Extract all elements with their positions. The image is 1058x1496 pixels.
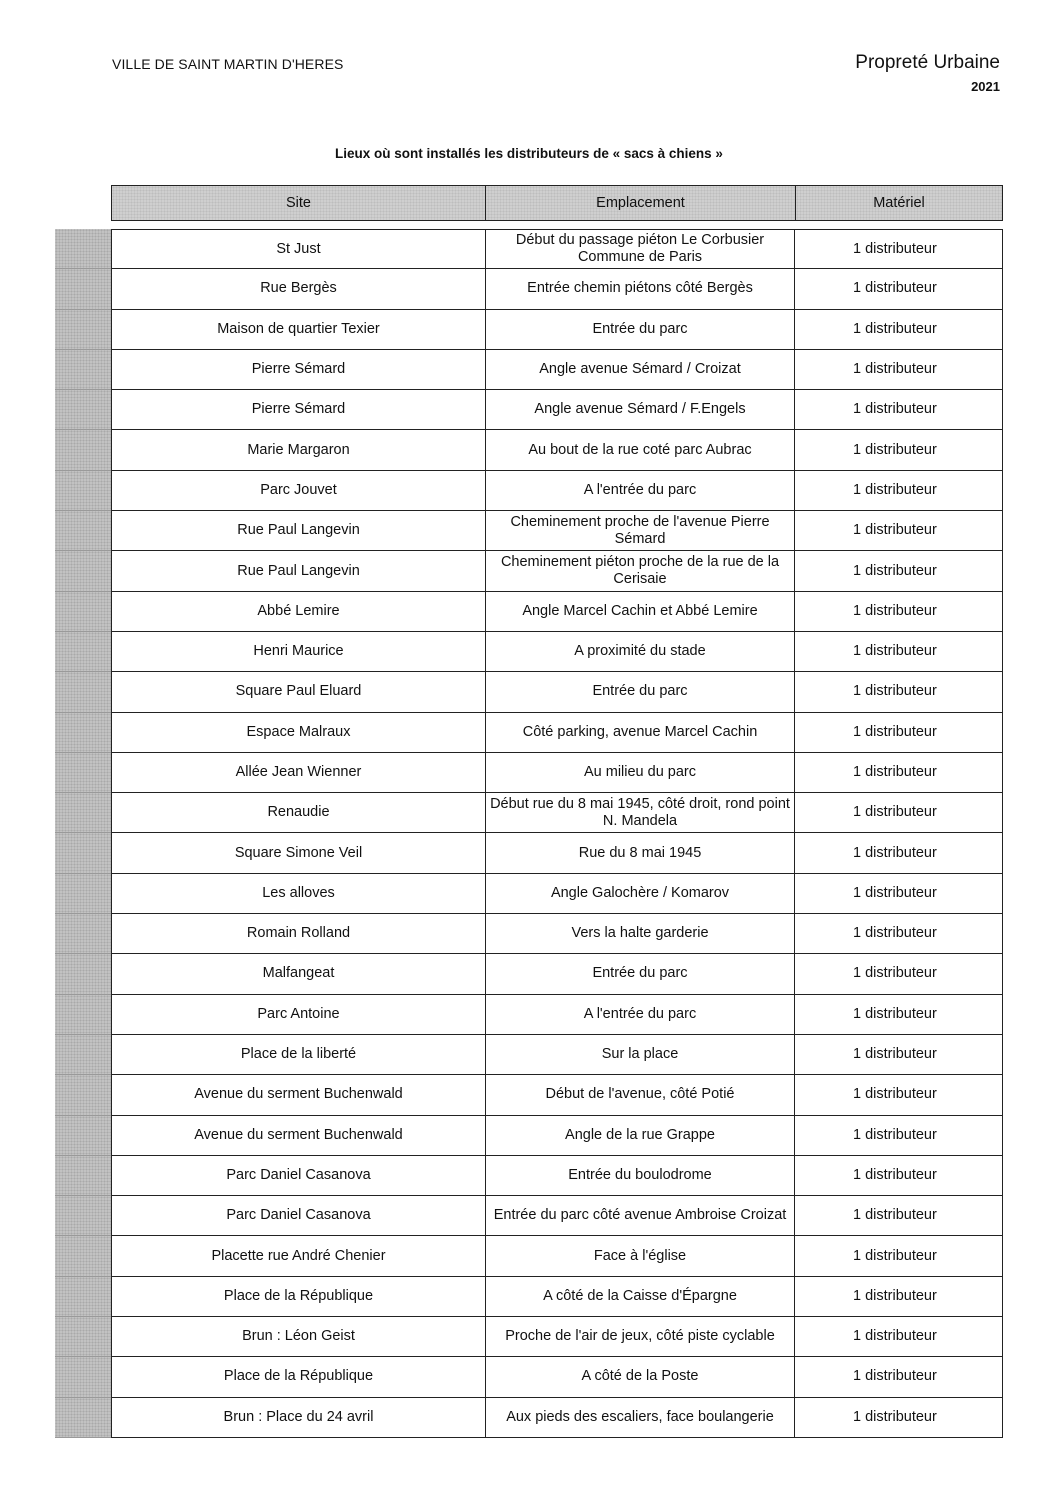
row-cells: [111, 269, 1003, 309]
row-margin-shading: [55, 1196, 111, 1236]
cell-emplacement: Rue du 8 mai 1945: [485, 833, 794, 872]
table-row: [55, 471, 1003, 511]
cell-materiel: 1 distributeur: [794, 1116, 1002, 1155]
row-margin-shading: [55, 229, 111, 269]
cell-site: Brun : Léon Geist: [242, 1328, 355, 1345]
row-cells: [111, 1236, 1003, 1276]
row-margin-shading: [55, 1035, 111, 1075]
cell-site: Parc Antoine: [257, 1005, 340, 1022]
row-cells: [111, 350, 1003, 390]
cell-materiel: 1 distributeur: [794, 672, 1002, 711]
row-margin-shading: [55, 269, 111, 309]
table-row: [55, 551, 1003, 591]
row-margin-shading: [55, 713, 111, 753]
cell-site: Les alloves: [262, 884, 335, 901]
row-cells: [111, 753, 1003, 793]
cell-materiel: 1 distributeur: [794, 592, 1002, 631]
cell-emplacement: Entrée du parc: [485, 310, 794, 349]
column-header-site: Site: [286, 195, 311, 211]
cell-site: Place de la liberté: [240, 1046, 357, 1063]
cell-site: Allée Jean Wienner: [235, 764, 362, 780]
cell-site: Renaudie: [267, 804, 330, 821]
cell-materiel: 1 distributeur: [794, 1317, 1002, 1356]
row-cells: [111, 430, 1003, 470]
row-margin-shading: [55, 1156, 111, 1196]
cell-emplacement: Cheminement proche de l'avenue Pierre Sémard: [485, 511, 794, 550]
cell-emplacement: Au bout de la rue coté parc Aubrac: [485, 430, 794, 469]
row-cells: [111, 551, 1003, 591]
row-cells: [111, 1116, 1003, 1156]
row-cells: [111, 390, 1003, 430]
cell-site: St Just: [276, 240, 321, 257]
department-name: Propreté Urbaine: [855, 52, 1000, 73]
cell-site: Marie Margaron: [247, 441, 350, 458]
cell-emplacement: Entrée du parc: [485, 672, 794, 711]
table-row: [55, 1035, 1003, 1075]
table-row: [55, 269, 1003, 309]
table-row: [55, 1116, 1003, 1156]
cell-materiel: 1 distributeur: [794, 471, 1002, 510]
cell-site: Pierre Sémard: [251, 401, 346, 418]
cell-materiel: 1 distributeur: [794, 310, 1002, 349]
row-cells: [111, 1075, 1003, 1115]
cell-materiel: 1 distributeur: [794, 753, 1002, 792]
row-margin-shading: [55, 995, 111, 1035]
cell-materiel: 1 distributeur: [794, 269, 1002, 308]
table-row: [55, 1277, 1003, 1317]
table-row: [55, 350, 1003, 390]
row-cells: [111, 954, 1003, 994]
row-margin-shading: [55, 310, 111, 350]
row-cells: [111, 1357, 1003, 1397]
cell-emplacement: Vers la halte garderie: [485, 914, 794, 953]
row-margin-shading: [55, 592, 111, 632]
table-row: [55, 833, 1003, 873]
table-row: [55, 390, 1003, 430]
table-row: [55, 1317, 1003, 1357]
row-cells: [111, 713, 1003, 753]
cell-materiel: 1 distributeur: [794, 1196, 1002, 1235]
cell-site: Square Simone Veil: [234, 844, 363, 861]
row-margin-shading: [55, 874, 111, 914]
table-row: [55, 793, 1003, 833]
table-row: [55, 1398, 1003, 1438]
cell-materiel: 1 distributeur: [794, 1357, 1002, 1396]
cell-site: Square Paul Eluard: [235, 683, 362, 700]
cell-materiel: 1 distributeur: [794, 632, 1002, 671]
cell-materiel: 1 distributeur: [794, 713, 1002, 752]
cell-site: Henri Maurice: [253, 643, 344, 660]
table-row: [55, 430, 1003, 470]
row-cells: [111, 511, 1003, 551]
cell-emplacement: Début de l'avenue, côté Potié: [485, 1075, 794, 1114]
table-row: [55, 1196, 1003, 1236]
row-margin-shading: [55, 1317, 111, 1357]
cell-site: Parc Daniel Casanova: [226, 1166, 371, 1183]
row-cells: [111, 1035, 1003, 1075]
row-margin-shading: [55, 471, 111, 511]
column-header-emplacement: Emplacement: [485, 186, 795, 220]
cell-emplacement: Angle Marcel Cachin et Abbé Lemire: [485, 592, 794, 631]
table-row: [55, 229, 1003, 269]
row-cells: [111, 995, 1003, 1035]
cell-materiel: 1 distributeur: [794, 1156, 1002, 1195]
row-margin-shading: [55, 793, 111, 833]
cell-site: Romain Rolland: [246, 925, 351, 942]
cell-emplacement: Angle Galochère / Komarov: [485, 874, 794, 913]
cell-materiel: 1 distributeur: [794, 350, 1002, 389]
cell-materiel: 1 distributeur: [794, 511, 1002, 550]
table-row: [55, 753, 1003, 793]
row-cells: [111, 632, 1003, 672]
document-title: Lieux où sont installés les distributeurs de « sacs à chiens »: [335, 146, 723, 161]
table-row: [55, 511, 1003, 551]
row-margin-shading: [55, 1277, 111, 1317]
cell-emplacement: Entrée du boulodrome: [485, 1156, 794, 1195]
table-row: [55, 914, 1003, 954]
cell-site: Place de la République: [223, 1368, 374, 1385]
cell-site: Rue Paul Langevin: [237, 562, 360, 579]
cell-site: Malfangeat: [262, 965, 335, 982]
table-row: [55, 672, 1003, 712]
column-header-materiel: Matériel: [795, 186, 1002, 220]
row-margin-shading: [55, 1398, 111, 1438]
row-margin-shading: [55, 1236, 111, 1276]
row-cells: [111, 471, 1003, 511]
cell-materiel: 1 distributeur: [794, 954, 1002, 993]
cell-materiel: 1 distributeur: [794, 230, 1002, 268]
cell-materiel: 1 distributeur: [794, 874, 1002, 913]
row-margin-shading: [55, 914, 111, 954]
row-margin-shading: [55, 390, 111, 430]
table-header: [111, 185, 1003, 221]
cell-site: Espace Malraux: [246, 723, 351, 740]
row-margin-shading: [55, 511, 111, 551]
cell-site: Brun : Place du 24 avril: [223, 1408, 374, 1425]
cell-emplacement: Au milieu du parc: [485, 753, 794, 792]
cell-emplacement: Angle avenue Sémard / F.Engels: [485, 390, 794, 429]
document-year: 2021: [971, 79, 1000, 94]
cell-emplacement: Début rue du 8 mai 1945, côté droit, rond point N. Mandela: [485, 793, 794, 832]
row-cells: [111, 1196, 1003, 1236]
cell-materiel: 1 distributeur: [794, 1075, 1002, 1114]
cell-emplacement: Entrée du parc côté avenue Ambroise Croizat: [485, 1196, 794, 1235]
cell-emplacement: A côté de la Poste: [485, 1357, 794, 1396]
cell-materiel: 1 distributeur: [794, 833, 1002, 872]
row-margin-shading: [55, 753, 111, 793]
cell-site: Pierre Sémard: [251, 361, 346, 378]
row-cells: [111, 793, 1003, 833]
row-cells: [111, 592, 1003, 632]
cell-emplacement: A l'entrée du parc: [485, 471, 794, 510]
row-margin-shading: [55, 672, 111, 712]
cell-materiel: 1 distributeur: [794, 390, 1002, 429]
cell-site: Parc Daniel Casanova: [226, 1207, 371, 1224]
row-cells: [111, 914, 1003, 954]
cell-emplacement: Cheminement piéton proche de la rue de la Cerisaie: [485, 551, 794, 590]
cell-emplacement: Début du passage piéton Le Corbusier Commune de Paris: [485, 230, 794, 268]
row-cells: [111, 310, 1003, 350]
row-cells: [111, 1277, 1003, 1317]
cell-emplacement: A proximité du stade: [485, 632, 794, 671]
table-row: [55, 632, 1003, 672]
cell-emplacement: Côté parking, avenue Marcel Cachin: [485, 713, 794, 752]
table-row: [55, 874, 1003, 914]
cell-materiel: 1 distributeur: [794, 1035, 1002, 1074]
row-margin-shading: [55, 551, 111, 591]
cell-emplacement: Face à l'église: [485, 1236, 794, 1275]
row-cells: [111, 229, 1003, 269]
row-cells: [111, 1156, 1003, 1196]
table-row: [55, 995, 1003, 1035]
cell-site: Place de la République: [223, 1287, 374, 1304]
cell-site: Avenue du serment Buchenwald: [194, 1086, 403, 1103]
row-margin-shading: [55, 954, 111, 994]
table-row: [55, 310, 1003, 350]
table-row: [55, 592, 1003, 632]
cell-site: Avenue du serment Buchenwald: [194, 1126, 403, 1143]
cell-materiel: 1 distributeur: [794, 1277, 1002, 1316]
table-row: [55, 1357, 1003, 1397]
cell-materiel: 1 distributeur: [794, 995, 1002, 1034]
organization-name: VILLE DE SAINT MARTIN D'HERES: [112, 56, 344, 72]
row-margin-shading: [55, 430, 111, 470]
table-row: [55, 954, 1003, 994]
cell-materiel: 1 distributeur: [794, 1398, 1002, 1437]
row-cells: [111, 672, 1003, 712]
cell-emplacement: Angle avenue Sémard / Croizat: [485, 350, 794, 389]
row-cells: [111, 1317, 1003, 1357]
table-body: [55, 229, 1003, 1438]
cell-materiel: 1 distributeur: [794, 551, 1002, 590]
cell-emplacement: Entrée du parc: [485, 954, 794, 993]
cell-emplacement: A l'entrée du parc: [485, 995, 794, 1034]
cell-site: Placette rue André Chenier: [211, 1247, 386, 1264]
cell-site: Parc Jouvet: [260, 481, 337, 498]
cell-emplacement: Aux pieds des escaliers, face boulangerie: [485, 1398, 794, 1437]
table-row: [55, 1236, 1003, 1276]
cell-materiel: 1 distributeur: [794, 914, 1002, 953]
cell-site: Maison de quartier Texier: [217, 320, 380, 337]
row-cells: [111, 833, 1003, 873]
row-margin-shading: [55, 833, 111, 873]
table-row: [55, 1075, 1003, 1115]
row-margin-shading: [55, 350, 111, 390]
row-margin-shading: [55, 1357, 111, 1397]
cell-site: Rue Paul Langevin: [237, 522, 360, 539]
row-cells: [111, 874, 1003, 914]
cell-emplacement: Proche de l'air de jeux, côté piste cyclable: [485, 1317, 794, 1356]
table-row: [55, 1156, 1003, 1196]
table-row: [55, 713, 1003, 753]
row-margin-shading: [55, 632, 111, 672]
cell-materiel: 1 distributeur: [794, 430, 1002, 469]
cell-materiel: 1 distributeur: [794, 1236, 1002, 1275]
cell-emplacement: A côté de la Caisse d'Épargne: [485, 1277, 794, 1316]
row-cells: [111, 1398, 1003, 1438]
row-margin-shading: [55, 1116, 111, 1156]
cell-materiel: 1 distributeur: [794, 793, 1002, 832]
cell-emplacement: Entrée chemin piétons côté Bergès: [485, 269, 794, 308]
cell-site: Abbé Lemire: [257, 602, 340, 619]
cell-emplacement: Angle de la rue Grappe: [485, 1116, 794, 1155]
cell-site: Rue Bergès: [260, 280, 337, 297]
row-margin-shading: [55, 1075, 111, 1115]
cell-emplacement: Sur la place: [485, 1035, 794, 1074]
